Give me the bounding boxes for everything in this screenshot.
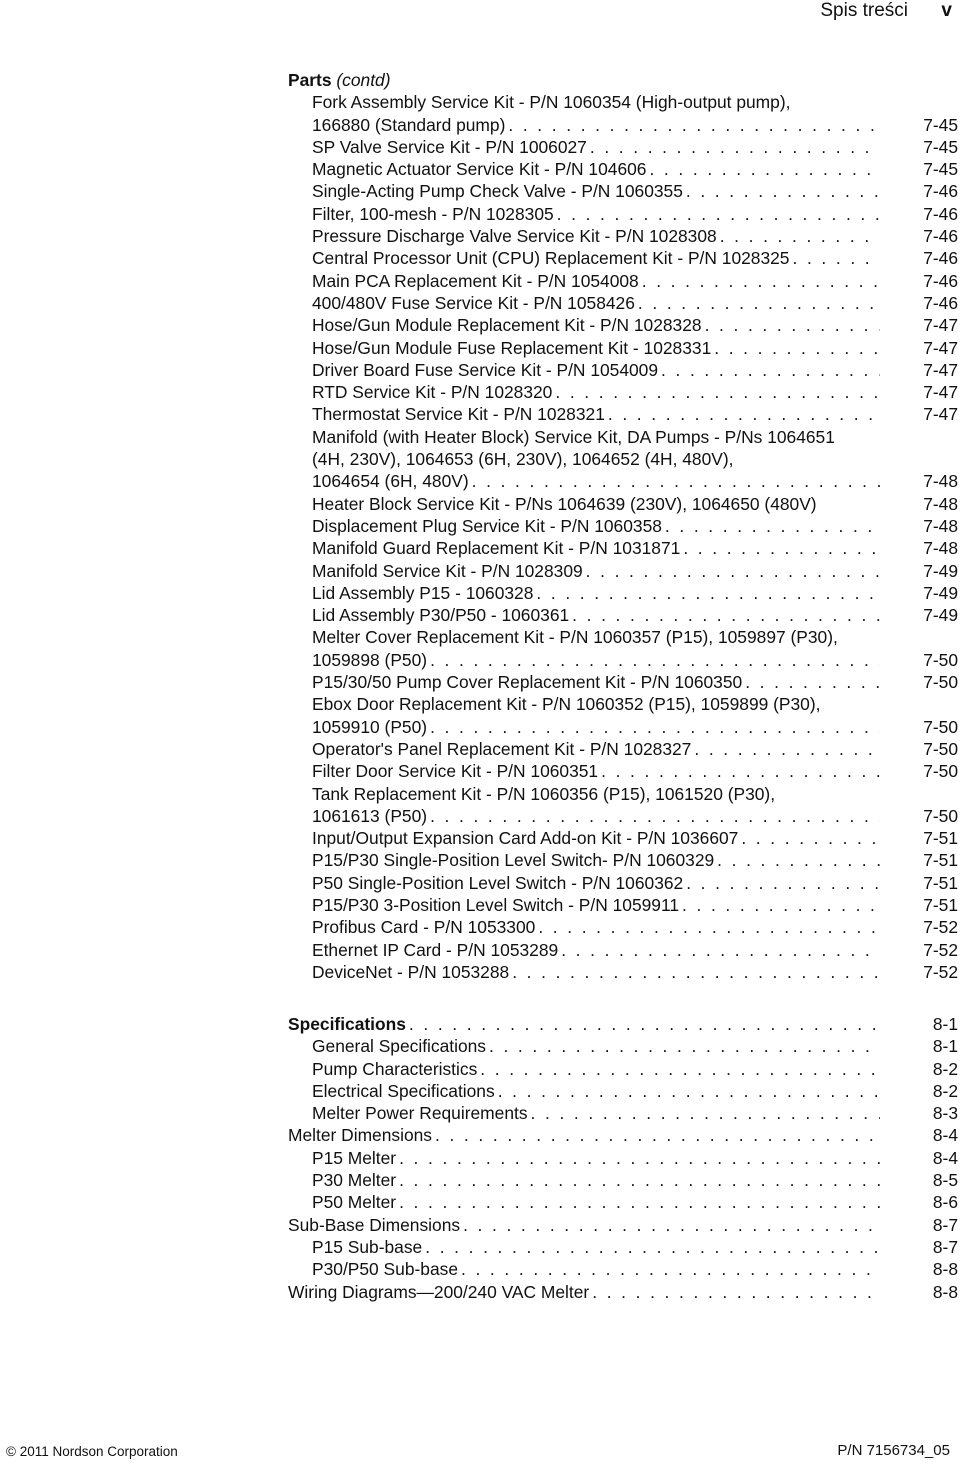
toc-entry-text: 1059910 (P50) [312,716,428,737]
dot-leader [686,180,880,202]
toc-entry-page: 7-47 [923,315,958,336]
toc-entry[interactable] [312,626,958,671]
toc-entry-page: 8-4 [932,1147,958,1168]
toc-entry-text: Hose/Gun Module Fuse Replacement Kit - 1028331 [312,337,712,358]
toc-entry-text: Displacement Plug Service Kit - P/N 1060358 [312,515,662,536]
toc-entry[interactable] [312,1058,958,1080]
toc-entry[interactable] [312,515,958,537]
toc-entry[interactable] [312,582,958,604]
toc-entry-text: Melter Power Requirements [312,1103,528,1124]
toc-entry-text: P15/P30 3-Position Level Switch - P/N 1059911 [312,894,680,915]
toc-entry-text: Electrical Specifications [312,1080,495,1101]
toc-entry-row [288,1013,958,1035]
toc-entry[interactable] [312,1258,958,1280]
dot-leader [642,270,880,292]
toc-entry-page: 7-50 [923,649,958,670]
toc-entry-page: 8-1 [932,1036,958,1057]
toc-entry-page: 7-49 [923,560,958,581]
toc-entry[interactable] [312,760,958,782]
toc-entry-text: Heater Block Service Kit - P/Ns 1064639 (230V), 1064650 (480V) [312,493,817,514]
toc-entry-page: 7-48 [923,471,958,492]
toc-entry-row [312,314,958,336]
toc-entry-row [312,493,958,515]
toc-entry-page: 7-45 [923,136,958,157]
toc-entry-page: 7-45 [923,159,958,180]
dot-leader [741,827,880,849]
dot-leader [461,1258,880,1280]
toc-entry-text: Ebox Door Replacement Kit - P/N 1060352 (P15), 1059899 (P30), [312,694,821,715]
toc-entry-row [312,1080,958,1102]
toc-entry-page: 8-4 [932,1125,958,1146]
toc-entry[interactable] [312,1147,958,1169]
toc-entry-row [288,1281,958,1303]
toc-entry-text: SP Valve Service Kit - P/N 1006027 [312,136,587,157]
dot-leader [531,1102,880,1124]
toc-entry-text: P15 Melter [312,1147,397,1168]
toc-entry-row [312,1035,958,1057]
toc-entry-text: (4H, 230V), 1064653 (6H, 230V), 1064652 (4H, 480V), [312,449,734,470]
toc-entry-text: P50 Melter [312,1192,397,1213]
toc-entry-row [312,1169,958,1191]
toc-entry[interactable] [312,783,958,828]
toc-entry-page: 7-51 [923,894,958,915]
toc-entry-text: P30 Melter [312,1170,397,1191]
toc-entry-page: 7-46 [923,292,958,313]
dot-leader [586,560,880,582]
toc-entry-row [312,337,958,359]
dot-leader [399,1191,880,1213]
dot-leader [714,337,880,359]
toc-entry-page: 7-51 [923,872,958,893]
toc-entry-text: DeviceNet - P/N 1053288 [312,961,510,982]
dot-leader [409,1013,880,1035]
footer-part-number: P/N 7156734_05 [837,1442,950,1459]
dot-leader [512,961,880,983]
toc-entry[interactable] [288,1214,958,1236]
toc-entry[interactable] [312,426,958,493]
toc-entry-row [312,225,958,247]
toc-entry-page: 8-7 [932,1214,958,1235]
toc-entry-row [312,470,958,492]
toc-entry[interactable] [312,203,958,225]
toc-entry-text: Magnetic Actuator Service Kit - P/N 104606 [312,159,647,180]
dot-leader [536,582,880,604]
toc-entry-row [312,158,958,180]
dot-leader [430,649,880,671]
toc-entry-row [312,961,958,983]
dot-leader [489,1035,880,1057]
toc-entry-row [312,1102,958,1124]
dot-leader [745,671,880,693]
toc-entry-text: Input/Output Expansion Card Add-on Kit - P/N 1036607 [312,828,739,849]
toc-entry-row [312,916,958,938]
toc-entry-text: Tank Replacement Kit - P/N 1060356 (P15), 1061520 (P30), [312,783,776,804]
header-page-number: v [941,0,952,21]
toc-entry-row [312,716,958,738]
toc-entry-text: Pump Characteristics [312,1058,478,1079]
toc-entry[interactable] [312,337,958,359]
toc-entry-text: Fork Assembly Service Kit - P/N 1060354 (High-output pump), [312,92,791,113]
toc-entry-page: 7-51 [923,828,958,849]
toc-entry-text: P30/P50 Sub-base [312,1259,458,1280]
toc-entry[interactable] [312,158,958,180]
dot-leader [430,805,880,827]
dot-leader [592,1281,880,1303]
toc-entry[interactable] [312,381,958,403]
toc-entry-row [312,247,958,269]
toc-entry-page: 7-47 [923,404,958,425]
footer-copyright: © 2011 Nordson Corporation [6,1444,178,1459]
toc-entry-text: General Specifications [312,1036,486,1057]
toc-entry-page: 7-50 [923,761,958,782]
dot-leader [720,225,880,247]
toc-entry-row [312,515,958,537]
toc-entry-page: 7-52 [923,961,958,982]
toc-entry[interactable] [312,671,958,693]
toc-entry-page: 8-8 [932,1281,958,1302]
toc-entry-row [312,403,958,425]
dot-leader [682,894,880,916]
toc-specs-section [288,1013,958,1303]
section-title-parts [288,69,958,91]
toc-entry[interactable] [312,270,958,292]
toc-entry-text: Main PCA Replacement Kit - P/N 1054008 [312,270,639,291]
toc-entry[interactable] [312,939,958,961]
toc-entry[interactable] [312,136,958,158]
toc-entry-page: 7-50 [923,805,958,826]
toc-entry[interactable] [312,1169,958,1191]
toc-entry-text: P15 Sub-base [312,1236,423,1257]
dot-leader [683,537,880,559]
dot-leader [555,381,880,403]
toc-entry-text: 1059898 (P50) [312,649,428,670]
toc-entry-text: 400/480V Fuse Service Kit - P/N 1058426 [312,292,635,313]
dot-leader [638,292,880,314]
section-title-suffix: (contd) [336,70,391,90]
toc-entry[interactable] [312,247,958,269]
toc-entry-page: 8-3 [932,1103,958,1124]
toc-entry-text: Driver Board Fuse Service Kit - P/N 1054009 [312,359,659,380]
dot-leader [538,916,880,938]
toc-entry[interactable] [312,738,958,760]
toc-entry-page: 8-2 [932,1058,958,1079]
toc-entry-page: 7-46 [923,226,958,247]
dot-leader [608,403,880,425]
toc-entry-row [312,738,958,760]
toc-entry-page: 8-7 [932,1236,958,1257]
toc-entry-row [312,849,958,871]
toc-entry[interactable] [312,1080,958,1102]
dot-leader [430,716,880,738]
toc-entry-text: Central Processor Unit (CPU) Replacement Kit - P/N 1028325 [312,248,790,269]
dot-leader [601,760,880,782]
toc-entry-page: 8-6 [932,1192,958,1213]
toc-entry-page: 7-48 [923,515,958,536]
toc-entry-text: P50 Single-Position Level Switch - P/N 1060362 [312,872,684,893]
toc-entry[interactable] [312,916,958,938]
toc-entry-page: 7-49 [923,582,958,603]
toc-entry-row [312,671,958,693]
dot-leader [649,158,880,180]
toc-entry-page: 7-47 [923,337,958,358]
dot-leader [665,515,880,537]
toc-entry-row [288,1214,958,1236]
dot-leader [557,203,880,225]
dot-leader [572,604,880,626]
toc-entry-page: 7-46 [923,181,958,202]
toc-entry[interactable] [288,1281,958,1303]
toc-entry-page: 8-2 [932,1080,958,1101]
toc-entry-text: Single-Acting Pump Check Valve - P/N 1060355 [312,181,683,202]
toc-entry[interactable] [312,403,958,425]
toc-entry-text: 166880 (Standard pump) [312,114,506,135]
toc-entry-text: 1064654 (6H, 480V) [312,471,469,492]
dot-leader [472,470,880,492]
dot-leader [508,114,880,136]
toc-entry-row [312,872,958,894]
toc-entry-text: Filter, 100-mesh - P/N 1028305 [312,203,554,224]
toc-entry-page: 7-51 [923,850,958,871]
toc-entry-text: Thermostat Service Kit - P/N 1028321 [312,404,605,425]
toc-entry[interactable] [312,493,958,515]
toc-entry[interactable] [312,961,958,983]
toc-entry-text: Manifold (with Heater Block) Service Kit, DA Pumps - P/Ns 1064651 [312,426,835,447]
toc-entry[interactable] [312,1191,958,1213]
toc-entry[interactable] [288,1124,958,1146]
dot-leader [425,1236,880,1258]
toc-entry[interactable] [312,1035,958,1057]
toc-entry[interactable] [312,1102,958,1124]
toc-parts-list [288,91,958,983]
toc-entry-text: Manifold Guard Replacement Kit - P/N 1031871 [312,538,681,559]
toc-entry[interactable] [288,1013,958,1035]
toc-entry-text: Pressure Discharge Valve Service Kit - P/N 1028308 [312,226,717,247]
toc-entry-row [312,1147,958,1169]
toc-entry-text: Operator's Panel Replacement Kit - P/N 1028327 [312,738,692,759]
toc-entry-text: Lid Assembly P15 - 1060328 [312,582,534,603]
toc-entry[interactable] [312,894,958,916]
dot-leader [686,872,880,894]
toc-entry-page: 7-52 [923,917,958,938]
toc-entry-text: Wiring Diagrams—200/240 VAC Melter [288,1281,590,1302]
toc-entry[interactable] [312,604,958,626]
page-header [0,0,960,28]
toc-entry-row [312,582,958,604]
toc-entry-row [312,359,958,381]
toc-entry-page: 7-50 [923,672,958,693]
toc-entry-page: 7-47 [923,382,958,403]
toc-entry-row [312,180,958,202]
toc-entry-page: 7-50 [923,738,958,759]
header-title: Spis treści [820,0,908,21]
toc-entry-row [312,560,958,582]
dot-leader [435,1124,880,1146]
toc-entry[interactable] [312,314,958,336]
toc-entry-text: Profibus Card - P/N 1053300 [312,917,536,938]
dot-leader [792,247,880,269]
dot-leader [694,738,880,760]
toc-entry-text: Lid Assembly P30/P50 - 1060361 [312,605,570,626]
toc-entry-page: 7-48 [923,493,958,514]
toc-entry-row [312,827,958,849]
dot-leader [498,1080,880,1102]
toc-entry-text: Specifications [288,1014,406,1034]
toc-entry[interactable] [312,180,958,202]
toc-entry-row [312,760,958,782]
toc-entry-text: P15/P30 Single-Position Level Switch- P/N 1060329 [312,850,715,871]
toc-entry-text: Filter Door Service Kit - P/N 1060351 [312,761,599,782]
toc-entry-page: 8-5 [932,1170,958,1191]
toc-specs-list [288,1013,958,1303]
toc-parts-section [288,69,958,983]
toc-entry-page: 7-48 [923,538,958,559]
toc-entry[interactable] [312,359,958,381]
toc-entry-row [312,292,958,314]
toc-entry-page: 8-1 [932,1014,958,1034]
toc-entry-text: Sub-Base Dimensions [288,1214,461,1235]
page-footer [0,1440,960,1465]
toc-entry[interactable] [312,292,958,314]
toc-entry-text: Hose/Gun Module Replacement Kit - P/N 1028328 [312,315,702,336]
toc-entry-text: Ethernet IP Card - P/N 1053289 [312,939,559,960]
toc-entry-page: 7-46 [923,248,958,269]
toc-entry[interactable] [312,560,958,582]
toc-entry-page: 7-50 [923,716,958,737]
dot-leader [480,1058,880,1080]
toc-entry-row [312,805,958,827]
toc-entry[interactable] [312,872,958,894]
toc-entry[interactable] [312,693,958,738]
dot-leader [561,939,880,961]
toc-entry-row [312,1191,958,1213]
toc-entry-row [312,939,958,961]
toc-entry-row [312,537,958,559]
toc-entry-row [312,1258,958,1280]
toc-entry-row [312,1058,958,1080]
toc-entry-page: 7-52 [923,939,958,960]
toc-entry-row [312,1236,958,1258]
toc-entry-row [312,203,958,225]
toc-entry-row [312,894,958,916]
toc-entry-text: RTD Service Kit - P/N 1028320 [312,382,553,403]
toc-entry-text: 1061613 (P50) [312,805,428,826]
toc-entry-row [312,114,958,136]
toc-entry-page: 7-45 [923,114,958,135]
dot-leader [705,314,880,336]
toc-entry-row [288,1124,958,1146]
section-title-text: Parts [288,70,332,90]
toc-entry[interactable] [312,537,958,559]
toc-entry-page: 7-46 [923,203,958,224]
toc-entry-page: 7-47 [923,359,958,380]
toc-entry[interactable] [312,849,958,871]
toc-entry-row [312,136,958,158]
toc-entry-text: Melter Dimensions [288,1125,432,1146]
toc-entry[interactable] [312,1236,958,1258]
toc-entry-row [312,649,958,671]
toc-entry-row [312,604,958,626]
toc-entry-row [312,381,958,403]
dot-leader [590,136,880,158]
toc-entry[interactable] [312,91,958,136]
toc-entry-page: 8-8 [932,1259,958,1280]
dot-leader [661,359,880,381]
dot-leader [399,1147,880,1169]
toc-entry[interactable] [312,225,958,247]
toc-entry-text: P15/30/50 Pump Cover Replacement Kit - P/N 1060350 [312,672,743,693]
dot-leader [399,1169,880,1191]
dot-leader [717,849,880,871]
toc-entry-page: 7-46 [923,270,958,291]
toc-entry-text: Melter Cover Replacement Kit - P/N 1060357 (P15), 1059897 (P30), [312,627,838,648]
toc-entry-text: Manifold Service Kit - P/N 1028309 [312,560,583,581]
dot-leader [463,1214,880,1236]
toc-entry-page: 7-49 [923,605,958,626]
toc-entry[interactable] [312,827,958,849]
toc-entry-row [312,270,958,292]
